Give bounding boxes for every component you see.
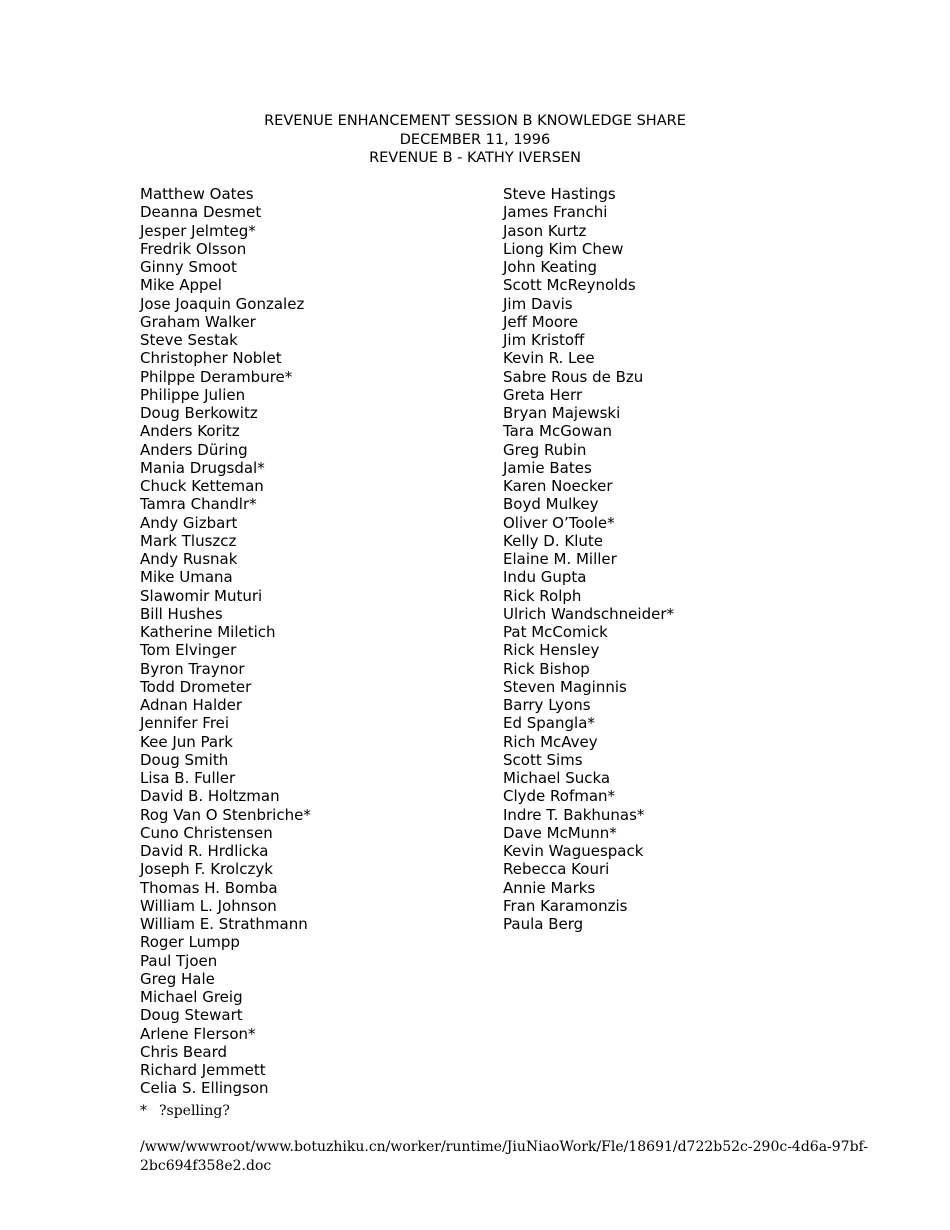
attendee-name: Tara McGowan: [503, 422, 612, 441]
attendee-name: Rich McAvey: [503, 732, 598, 751]
attendee-name: Andy Gizbart: [140, 513, 238, 532]
attendee-name: Sabre Rous de Bzu: [503, 367, 644, 386]
attendee-name: Ed Spangla*: [503, 714, 595, 733]
file-path-line-1: /www/wwwroot/www.botuzhiku.cn/worker/runtime/JiuNiaoWork/Fle/18691/d722b52c-290c-4d6a-97bf-: [140, 1139, 868, 1155]
attendee-name: Katherine Miletich: [140, 623, 276, 641]
attendee-name: Jesper Jelmteg*: [140, 221, 256, 240]
attendee-name: Christopher Noblet: [140, 349, 282, 368]
attendee-name: Kevin R. Lee: [503, 349, 595, 368]
footnote-text: ?spelling?: [159, 1103, 230, 1119]
attendee-name: Karen Noecker: [503, 477, 613, 495]
attendee-name: Cuno Christensen: [140, 823, 273, 842]
attendee-name: Doug Smith: [140, 750, 229, 769]
attendee-name: Annie Marks: [503, 878, 596, 897]
attendee-name: Kelly D. Klute: [503, 531, 604, 550]
attendee-name: Greg Rubin: [503, 440, 587, 459]
attendee-name: Chris Beard: [140, 1042, 228, 1061]
title-line-2: DECEMBER 11, 1996: [399, 131, 551, 148]
attendee-name: Mike Umana: [140, 568, 233, 587]
attendee-name: Scott Sims: [503, 750, 583, 769]
file-path-footer: [140, 1138, 868, 1176]
attendee-name: Anders Düring: [140, 440, 248, 459]
attendee-name: Adnan Halder: [140, 696, 243, 714]
attendee-name: Ginny Smoot: [140, 258, 237, 276]
attendee-name: Steven Maginnis: [503, 677, 627, 696]
attendee-list-right: [503, 185, 674, 933]
attendee-name: Joseph F. Krolczyk: [140, 860, 273, 879]
attendee-name: Paul Tjoen: [140, 951, 218, 970]
attendee-name: Steve Hastings: [503, 185, 616, 203]
footnote-marker: *: [140, 1103, 147, 1119]
attendee-name: Rebecca Kouri: [503, 860, 610, 879]
attendee-name: Roger Lumpp: [140, 933, 240, 952]
attendee-name: Scott McReynolds: [503, 276, 636, 295]
attendee-name: Todd Drometer: [140, 677, 252, 696]
attendee-name: Steve Sestak: [140, 331, 238, 349]
attendee-name: Greg Hale: [140, 969, 215, 988]
attendee-name: Indre T. Bakhunas*: [503, 805, 645, 824]
attendee-name: Mark Tluszcz: [140, 531, 237, 550]
attendee-name: Thomas H. Bomba: [140, 878, 278, 897]
attendee-name: Tom Elvinger: [140, 641, 237, 660]
attendee-name: Barry Lyons: [503, 696, 591, 714]
attendee-name: Pat McComick: [503, 623, 608, 641]
attendee-name: Jim Kristoff: [503, 331, 585, 349]
attendee-name: Boyd Mulkey: [503, 495, 599, 514]
attendee-name: Indu Gupta: [503, 568, 587, 587]
attendee-name: Philppe Derambure*: [140, 367, 293, 386]
attendee-name: William L. Johnson: [140, 896, 277, 915]
title-line-1: REVENUE ENHANCEMENT SESSION B KNOWLEDGE SHARE: [264, 113, 686, 129]
attendee-name: Celia S. Ellingson: [140, 1079, 269, 1098]
attendee-name: Paula Berg: [503, 915, 584, 933]
attendee-name: Chuck Ketteman: [140, 477, 264, 495]
attendee-name: Jennifer Frei: [140, 714, 230, 733]
attendee-name: Lisa B. Fuller: [140, 769, 236, 787]
attendee-name: Michael Sucka: [503, 769, 611, 787]
attendee-name: James Franchi: [503, 203, 608, 222]
attendee-name: Jose Joaquin Gonzalez: [140, 294, 305, 313]
spelling-footnote: [140, 1103, 230, 1120]
attendee-name: John Keating: [503, 258, 597, 276]
attendee-name: Jeff Moore: [503, 312, 579, 331]
attendee-name: Mike Appel: [140, 276, 222, 295]
attendee-name: Rick Hensley: [503, 641, 600, 660]
attendee-name: Anders Koritz: [140, 422, 240, 441]
attendee-name: David R. Hrdlicka: [140, 842, 269, 860]
file-path-line-2: 2bc694f358e2.doc: [140, 1158, 272, 1174]
attendee-name: Doug Stewart: [140, 1006, 243, 1025]
attendee-name: Michael Greig: [140, 988, 243, 1006]
attendee-name: Doug Berkowitz: [140, 404, 258, 422]
attendee-name: Arlene Flerson*: [140, 1024, 256, 1043]
attendee-name: Fran Karamonzis: [503, 896, 628, 915]
attendee-name: Graham Walker: [140, 312, 256, 331]
attendee-name: Clyde Rofman*: [503, 787, 616, 806]
attendee-name: Jim Davis: [503, 294, 573, 313]
attendee-name: Liong Kim Chew: [503, 239, 624, 258]
attendee-name: Byron Traynor: [140, 659, 245, 678]
attendee-name: Rick Bishop: [503, 659, 590, 678]
attendee-name: Greta Herr: [503, 385, 583, 404]
attendee-name: Richard Jemmett: [140, 1061, 266, 1079]
attendee-name: Rick Rolph: [503, 586, 582, 605]
attendee-name: Elaine M. Miller: [503, 550, 617, 568]
attendee-name: Deanna Desmet: [140, 203, 262, 222]
attendee-name: Kevin Waguespack: [503, 842, 644, 860]
attendee-name: Jason Kurtz: [503, 221, 587, 240]
attendee-name: Dave McMunn*: [503, 823, 617, 842]
attendee-name: Kee Jun Park: [140, 732, 233, 751]
attendee-name: Bill Hushes: [140, 604, 223, 623]
title-line-3: REVENUE B - KATHY IVERSEN: [369, 150, 581, 166]
attendee-name: Rog Van O Stenbriche*: [140, 805, 311, 824]
attendee-name: Philippe Julien: [140, 385, 246, 404]
attendee-name: William E. Strathmann: [140, 915, 308, 933]
attendee-name: Slawomir Muturi: [140, 586, 263, 605]
attendee-name: Mania Drugsdal*: [140, 458, 265, 477]
attendee-name: Fredrik Olsson: [140, 239, 247, 258]
attendee-name: Ulrich Wandschneider*: [503, 604, 674, 623]
attendee-list-left: [140, 185, 311, 1098]
attendee-name: David B. Holtzman: [140, 787, 280, 806]
document-header: [0, 112, 950, 168]
attendee-name: Bryan Majewski: [503, 404, 621, 422]
attendee-name: Matthew Oates: [140, 185, 254, 203]
attendee-name: Tamra Chandlr*: [140, 495, 257, 514]
attendee-name: Jamie Bates: [503, 458, 592, 477]
attendee-name: Oliver O’Toole*: [503, 513, 615, 532]
attendee-name: Andy Rusnak: [140, 550, 238, 568]
